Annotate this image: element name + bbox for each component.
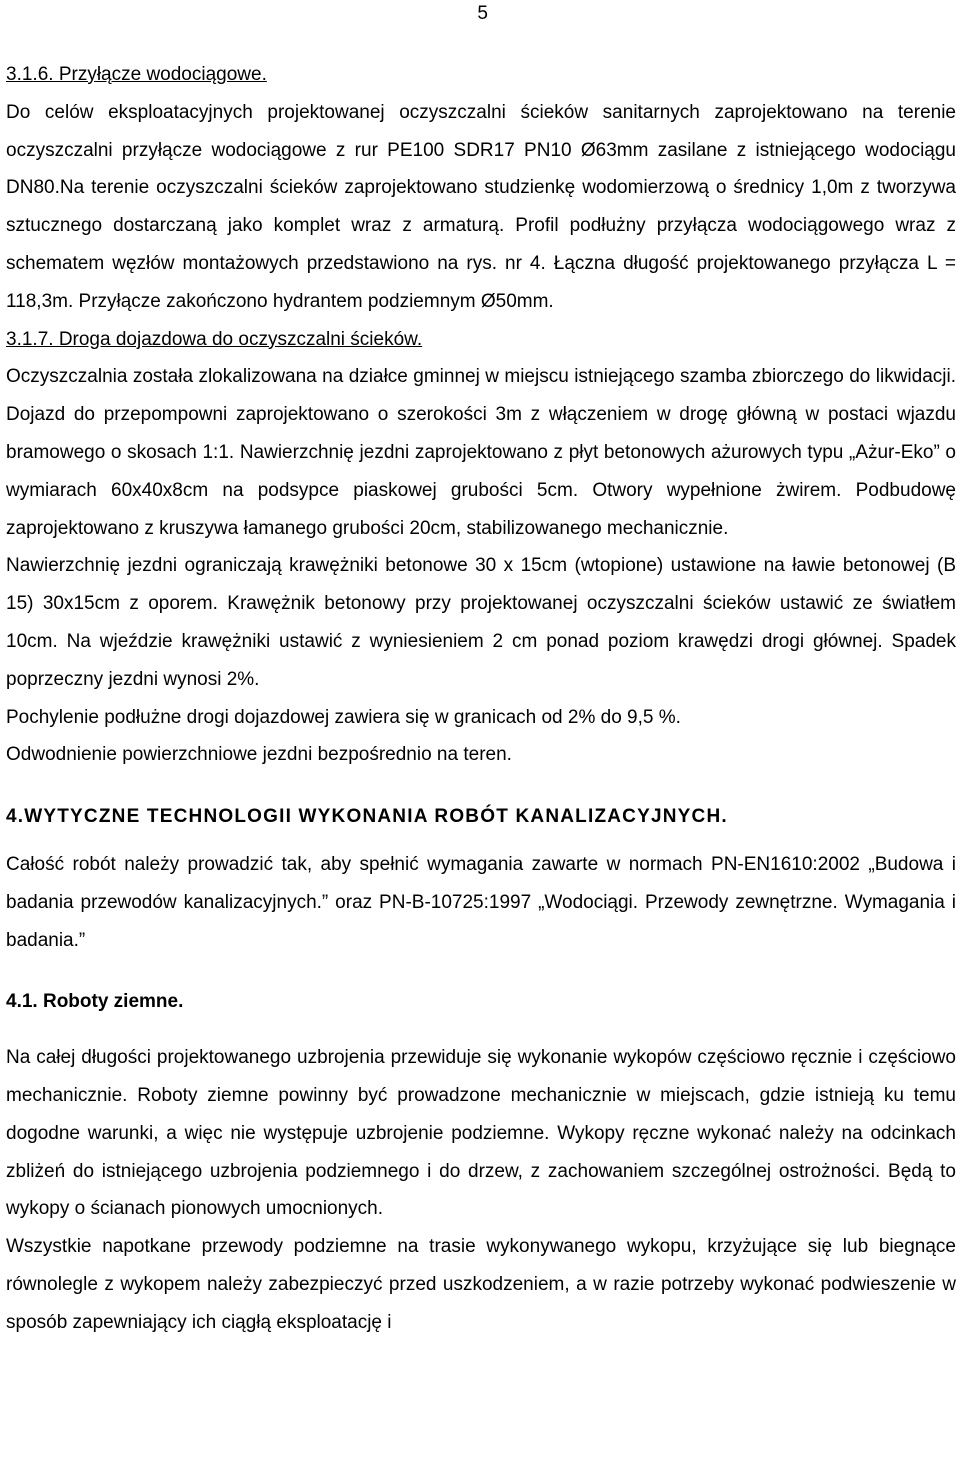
section-heading-4: 4.WYTYCZNE TECHNOLOGII WYKONANIA ROBÓT KANALIZACYJNYCH. [6, 806, 728, 828]
paragraph: Odwodnienie powierzchniowe jezdni bezpośrednio na teren. [6, 744, 512, 766]
document-body [6, 56, 956, 1342]
section-heading-3-1-6: 3.1.6. Przyłącze wodociągowe. [6, 64, 267, 85]
page-number: 5 [477, 3, 488, 24]
section-heading-3-1-7: 3.1.7. Droga dojazdowa do oczyszczalni ścieków. [6, 328, 423, 350]
paragraph: Do celów eksploatacyjnych projektowanej oczyszczalni ścieków sanitarnych zaprojektowano na terenie oczyszczalni przyłącze wodociągowe z rur PE100 SDR17 PN10 Ø63mm zasilane z istniejącego wodociągu DN80.Na terenie oczyszczalni ścieków zaprojektowano studzienkę wodomierzową o średnicy 1,0m z tworzywa sztucznego dostarczaną jako komplet wraz z armaturą. Profil podłużny przyłącza wodociągowego wraz z schematem węzłów montażowych przedstawiono na rys. nr 4. Łączna długość projektowanego przyłącza L = 118,3m. Przyłącze zakończono hydrantem podziemnym Ø50mm. [6, 101, 956, 312]
paragraph: Całość robót należy prowadzić tak, aby spełnić wymagania zawarte w normach PN-EN1610:2002 „Budowa i badania przewodów kanalizacyjnych.” oraz PN-B-10725:1997 „Wodociągi. Przewody zewnętrzne. Wymagania i badania.” [6, 853, 956, 951]
paragraph: Wszystkie napotkane przewody podziemne na trasie wykonywanego wykopu, krzyżujące się lub biegnące równolegle z wykopem należy zabezpieczyć przed uszkodzeniem, a w razie potrzeby wykonać podwieszenie w sposób zapewniający ich ciągłą eksploatację i [6, 1236, 956, 1333]
paragraph: Oczyszczalnia została zlokalizowana na działce gminnej w miejscu istniejącego szamba zbiorczego do likwidacji. Dojazd do przepompowni zaprojektowano o szerokości 3m z włączeniem w drogę główną w postaci wjazdu bramowego o skosach 1:1. Nawierzchnię jezdni zaprojektowano z płyt betonowych ażurowych typu „Ażur-Eko” o wymiarach 60x40x8cm na podsypce piaskowej grubości 5cm. Otwory wypełnione żwirem. Podbudowę zaprojektowano z kruszywa łamanego grubości 20cm, stabilizowanego mechanicznie. [6, 366, 956, 539]
paragraph: Nawierzchnię jezdni ograniczają krawężniki betonowe 30 x 15cm (wtopione) ustawione na ławie betonowej (B 15) 30x15cm z oporem. Krawężnik betonowy przy projektowanej oczyszczalni ścieków ustawić ze światłem 10cm. Na wjeździe krawężniki ustawić z wyniesieniem 2 cm ponad poziom krawędzi drogi głównej. Spadek poprzeczny jezdni wynosi 2%. [6, 555, 956, 690]
paragraph: Na całej długości projektowanego uzbrojenia przewiduje się wykonanie wykopów częściowo ręcznie i częściowo mechanicznie. Roboty ziemne powinny być prowadzone mechanicznie w miejscach, gdzie istnieją ku temu dogodne warunki, a więc nie występuje uzbrojenie podziemne. Wykopy ręczne wykonać należy na odcinkach zbliżeń do istniejącego uzbrojenia podziemnego i do drzew, z zachowaniem szczególnej ostrożności. Będą to wykopy o ścianach pionowych umocnionych. [6, 1047, 956, 1220]
paragraph: Pochylenie podłużne drogi dojazdowej zawiera się w granicach od 2% do 9,5 %. [6, 706, 681, 728]
section-heading-4-1: 4.1. Roboty ziemne. [6, 991, 184, 1013]
